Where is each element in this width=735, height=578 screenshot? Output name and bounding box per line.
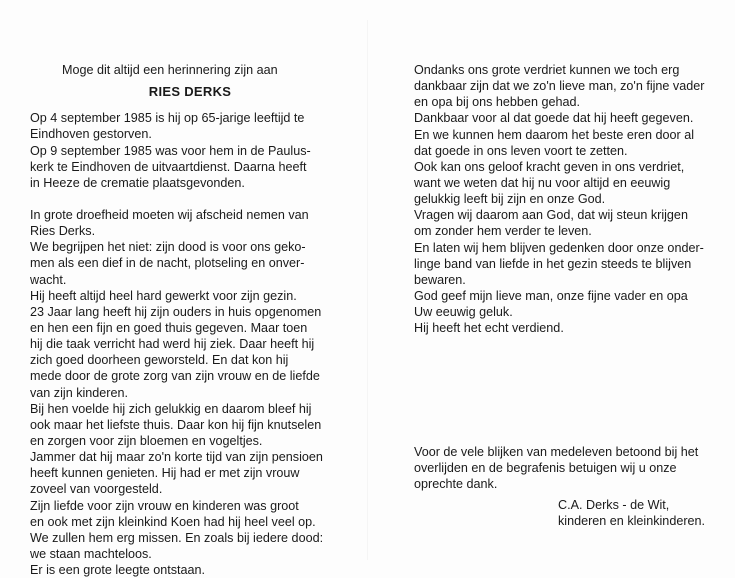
text-line: overlijden en de begrafenis betuigen wij u onze bbox=[414, 461, 677, 476]
text-line: oprechte dank. bbox=[414, 477, 498, 492]
text-line: Op 9 september 1985 was voor hem in de Paulus- bbox=[30, 143, 311, 158]
thanks-paragraph bbox=[414, 444, 714, 492]
text-line: We begrijpen het niet: zijn dood is voor ons geko- bbox=[30, 240, 306, 255]
text-line: en hen een fijn en goed thuis gegeven. Maar toen bbox=[30, 320, 308, 335]
text-line: heeft kunnen genieten. Hij had er met zijn vrouw bbox=[30, 466, 300, 481]
text-line: we staan machteloos. bbox=[30, 546, 152, 561]
text-line: Voor de vele blijken van medeleven betoond bij het bbox=[414, 445, 699, 459]
text-line: En laten wij hem blijven gedenken door onze onder- bbox=[414, 240, 704, 255]
text-line: Ries Derks. bbox=[30, 224, 96, 239]
text-line: en opa bij ons hebben gehad. bbox=[414, 95, 580, 110]
text-line: Op 4 september 1985 is hij op 65-jarige leeftijd te bbox=[30, 111, 305, 126]
text-line: van zijn kinderen. bbox=[30, 385, 129, 400]
text-line: en zorgen voor zijn bloemen en vogeltjes. bbox=[30, 433, 263, 448]
spacer bbox=[30, 100, 356, 110]
text-line: We zullen hem erg missen. En zoals bij iedere dood: bbox=[30, 530, 324, 545]
text-line: in Heeze de crematie plaatsgevonden. bbox=[30, 175, 245, 190]
text-line: Zijn liefde voor zijn vrouw en kinderen was groot bbox=[30, 498, 299, 513]
signature-line: kinderen en kleinkinderen. bbox=[558, 514, 706, 529]
text-line: dat goede in ons leven voort te zetten. bbox=[414, 143, 628, 158]
text-line: linge band van liefde in het gezin steeds te blijven bbox=[414, 256, 692, 271]
text-line: ook maar het liefste thuis. Daar kon hij fijn knutselen bbox=[30, 417, 322, 432]
text-line: men als een dief in de nacht, plotseling en onver- bbox=[30, 256, 305, 271]
gratitude-paragraph bbox=[414, 62, 710, 336]
spacer bbox=[30, 191, 356, 207]
signature-line: C.A. Derks - de Wit, bbox=[558, 498, 670, 512]
death-notice-paragraph bbox=[30, 110, 356, 191]
text-line: Er is een grote leegte ontstaan. bbox=[30, 563, 206, 578]
text-line: In grote droefheid moeten wij afscheid nemen van bbox=[30, 207, 309, 222]
text-line: om zonder hem verder te leven. bbox=[414, 224, 592, 239]
text-line: wacht. bbox=[30, 272, 67, 287]
signature-block bbox=[558, 497, 728, 529]
text-line: 23 Jaar lang heeft hij zijn ouders in huis opgenomen bbox=[30, 304, 322, 319]
text-line: Ook kan ons geloof kracht geven in ons verdriet, bbox=[414, 159, 685, 174]
text-line: kerk te Eindhoven de uitvaartdienst. Daarna heeft bbox=[30, 159, 307, 174]
text-line: gelukkig leeft bij zijn en onze God. bbox=[414, 192, 606, 207]
text-line: Hij heeft het echt verdiend. bbox=[414, 321, 564, 336]
farewell-paragraph bbox=[30, 207, 356, 578]
text-line: Dankbaar voor al dat goede dat hij heeft gegeven. bbox=[414, 111, 694, 126]
text-line: God geef mijn lieve man, onze fijne vader en opa bbox=[414, 288, 688, 303]
text-line: Jammer dat hij maar zo'n korte tijd van zijn pensioen bbox=[30, 450, 323, 465]
text-line: Eindhoven gestorven. bbox=[30, 127, 152, 142]
right-column bbox=[414, 62, 710, 336]
text-line: Uw eeuwig geluk. bbox=[414, 305, 513, 320]
text-line: dankbaar zijn dat we zo'n lieve man, zo'n fijne vader bbox=[414, 79, 705, 94]
fold-line bbox=[367, 20, 368, 560]
text-line: mede door de grote zorg van zijn vrouw en de liefde bbox=[30, 369, 320, 384]
text-line: Bij hen voelde hij zich gelukkig en daarom bleef hij bbox=[30, 401, 312, 416]
text-line: hij die taak verricht had werd hij ziek. Daar heeft hij bbox=[30, 337, 315, 352]
text-line: En we kunnen hem daarom het beste eren door al bbox=[414, 127, 695, 142]
text-line: bewaren. bbox=[414, 272, 466, 287]
text-line: Hij heeft altijd heel hard gewerkt voor zijn gezin. bbox=[30, 288, 297, 303]
text-line: Ondanks ons grote verdriet kunnen we toch erg bbox=[414, 63, 680, 77]
left-column bbox=[30, 62, 356, 578]
text-line: Vragen wij daarom aan God, dat wij steun krijgen bbox=[414, 208, 688, 223]
text-line: zoveel van voorgesteld. bbox=[30, 482, 163, 497]
text-line: want we weten dat hij nu voor altijd en eeuwig bbox=[414, 175, 671, 190]
text-line: en ook met zijn kleinkind Koen had hij heel veel op. bbox=[30, 514, 316, 529]
intro-line: Moge dit altijd een herinnering zijn aan bbox=[62, 63, 278, 77]
deceased-name: RIES DERKS bbox=[148, 84, 232, 100]
text-line: zich goed doorheen geworsteld. En dat kon hij bbox=[30, 353, 289, 368]
